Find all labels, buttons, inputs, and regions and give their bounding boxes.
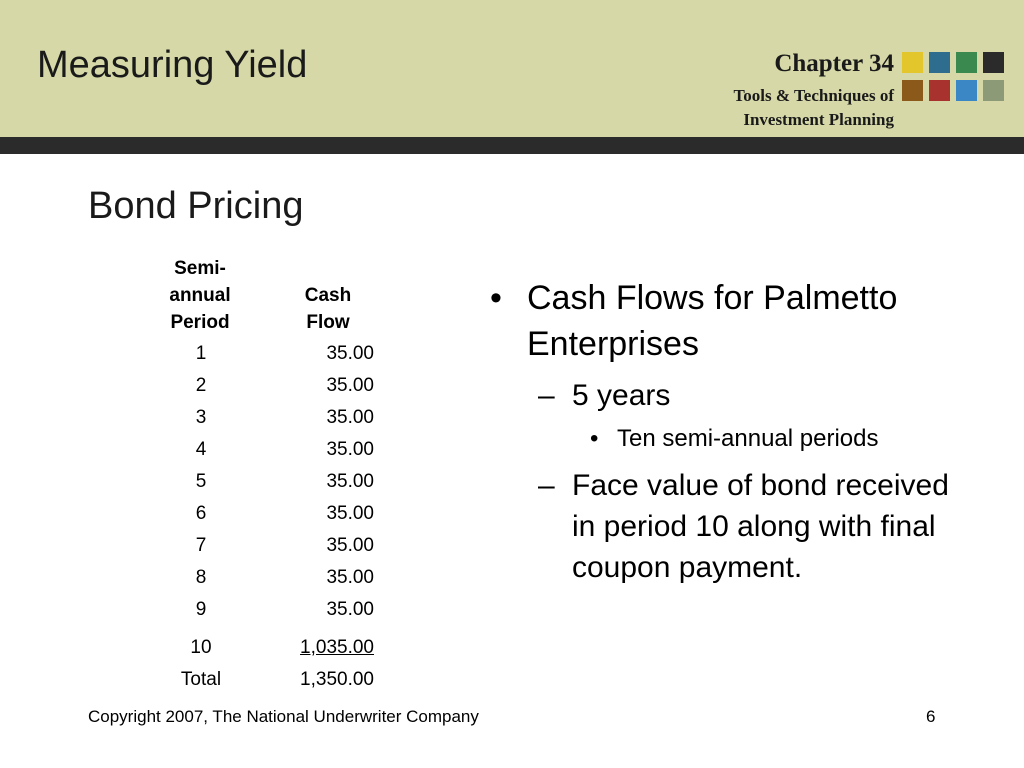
header-period-line-3: Period [170, 312, 230, 333]
bullet-dot-icon: • [490, 279, 502, 317]
dash-bullet-icon: – [538, 379, 555, 412]
period-cell: 1 [195, 343, 207, 364]
period-cell: 7 [195, 535, 207, 556]
logo-square [902, 80, 923, 101]
cash-flow-cell-final: 1,035.00 [300, 637, 374, 658]
logo-square [929, 80, 950, 101]
column-header-cash-flow [278, 282, 378, 336]
bullet-dot-icon: • [590, 425, 599, 452]
bullet-text: 5 years [572, 379, 671, 412]
cash-flow-cell: 35.00 [326, 343, 374, 364]
cash-flow-cell: 35.00 [326, 535, 374, 556]
header-period-line-2: annual [169, 285, 231, 306]
logo-square [983, 52, 1004, 73]
period-cell: 9 [195, 599, 207, 620]
slide-deck-title: Measuring Yield [37, 44, 308, 86]
logo-square [956, 52, 977, 73]
column-header-period [150, 255, 250, 336]
period-cell: 2 [195, 375, 207, 396]
subtitle-line-2: Investment Planning [743, 110, 894, 129]
logo-square [929, 52, 950, 73]
cash-flow-cell: 35.00 [326, 503, 374, 524]
period-cell: 10 [190, 637, 212, 658]
page-number: 6 [926, 707, 936, 726]
bullet-text: Ten semi-annual periods [617, 425, 879, 452]
cash-flow-cell: 35.00 [326, 439, 374, 460]
cash-flow-cell: 35.00 [326, 375, 374, 396]
bullet-text: Cash Flows for Palmetto Enterprises [527, 279, 898, 363]
cash-flow-cell: 35.00 [326, 599, 374, 620]
subtitle-line-1: Tools & Techniques of [733, 86, 894, 105]
section-title: Bond Pricing [88, 185, 304, 227]
book-subtitle [634, 84, 894, 132]
period-cell: 8 [195, 567, 207, 588]
cash-flow-cell: 35.00 [326, 567, 374, 588]
header-flow-line-2: Flow [306, 312, 350, 333]
period-cell: 6 [195, 503, 207, 524]
period-cell: 3 [195, 407, 207, 428]
dash-bullet-icon: – [538, 469, 555, 502]
header-period-line-1: Semi- [174, 258, 226, 279]
cash-flow-cell: 35.00 [326, 471, 374, 492]
bullet-text: Face value of bond received in period 10 along with final coupon payment. [572, 469, 949, 584]
logo-square [956, 80, 977, 101]
header-divider-bar [0, 137, 1024, 154]
chapter-label: Chapter 34 [774, 50, 894, 77]
copyright-footer: Copyright 2007, The National Underwriter Company [88, 707, 479, 726]
period-cell: 4 [195, 439, 207, 460]
total-label: Total [180, 669, 222, 690]
logo-square [902, 52, 923, 73]
period-cell: 5 [195, 471, 207, 492]
total-value: 1,350.00 [300, 669, 374, 690]
cash-flow-cell: 35.00 [326, 407, 374, 428]
header-flow-line-1: Cash [304, 285, 352, 306]
logo-square [983, 80, 1004, 101]
